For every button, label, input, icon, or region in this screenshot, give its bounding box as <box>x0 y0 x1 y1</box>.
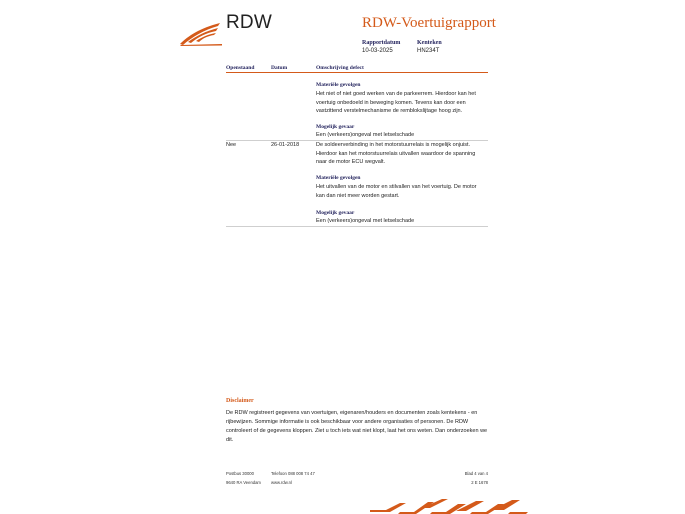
column-header-open: Openstaand <box>226 65 255 71</box>
disclaimer-title: Disclaimer <box>226 398 254 404</box>
open-value: Nee <box>226 142 237 148</box>
consequences-text <box>316 183 488 200</box>
text-line: vastzittend verstelmechanisme de remblokslijtage hoog zijn. <box>316 108 463 115</box>
disclaimer-text: De RDW registreert gegevens van voertuigen, eigenaren/houders en documenten zoals kentekens - en rijbewijzen. Sommige informatie is ook beschikbaar voor andere organisaties of personen. De RDW controleert of de gegevens kloppen. Ziet u toch iets wat niet klopt, laat het ons weten. Dan onderzoeken we dit. <box>226 410 488 443</box>
danger-text: Een (verkeers)ongeval met letselschade <box>316 132 415 138</box>
footer-city: 9640 RA Veendam <box>226 480 261 485</box>
text-line: Het niet of niet goed werken van de parkeerrem. Hierdoor kan het <box>316 91 476 97</box>
text-line: De soldeerverbinding in het motorstuurrelais is mogelijk onjuist. <box>316 142 471 148</box>
footer-postbox: Postbus 30000 <box>226 471 254 476</box>
column-header-description: Omschrijving defect <box>316 65 364 71</box>
text-line: voertuig onbedoeld in beweging komen. Tevens kan door een <box>316 99 466 106</box>
rdw-logo-icon <box>178 22 222 46</box>
text-line: Hierdoor kan het motorstuurrelais uitvallen waardoor de spanning <box>316 150 476 157</box>
report-date-value: 10-03-2025 <box>362 48 393 54</box>
consequences-text <box>316 90 488 116</box>
footer-page-number: Blad 4 van 4 <box>464 471 488 476</box>
header-divider <box>226 72 488 73</box>
footer-phone: Telefoon 088 008 74 47 <box>271 471 315 476</box>
danger-label: Mogelijk gevaar <box>316 210 355 216</box>
row-divider <box>226 226 488 227</box>
report-title: RDW-Voertuigrapport <box>362 15 496 31</box>
plate-label: Kenteken <box>417 40 442 46</box>
plate-value: HN234T <box>417 48 440 54</box>
decorative-stripes-icon <box>370 498 528 514</box>
column-header-date: Datum <box>271 65 288 71</box>
consequences-label: Materiële gevolgen <box>316 175 361 181</box>
description-text <box>316 141 488 167</box>
text-line: naar de motor ECU wegvalt. <box>316 159 386 166</box>
logo-wordmark: RDW <box>226 12 272 33</box>
text-line: Het uitvallen van de motor en stilvallen van het voertuig. De motor <box>316 184 477 190</box>
danger-text: Een (verkeers)ongeval met letselschade <box>316 218 415 224</box>
danger-label: Mogelijk gevaar <box>316 124 355 130</box>
consequences-label: Materiële gevolgen <box>316 82 361 88</box>
report-date-label: Rapportdatum <box>362 40 401 46</box>
footer-website: www.rdw.nl <box>271 480 292 485</box>
text-line: kan dan niet meer worden gestart. <box>316 192 400 199</box>
footer-code: 2 E 1678 <box>471 480 488 485</box>
date-value: 26-01-2018 <box>271 142 300 148</box>
